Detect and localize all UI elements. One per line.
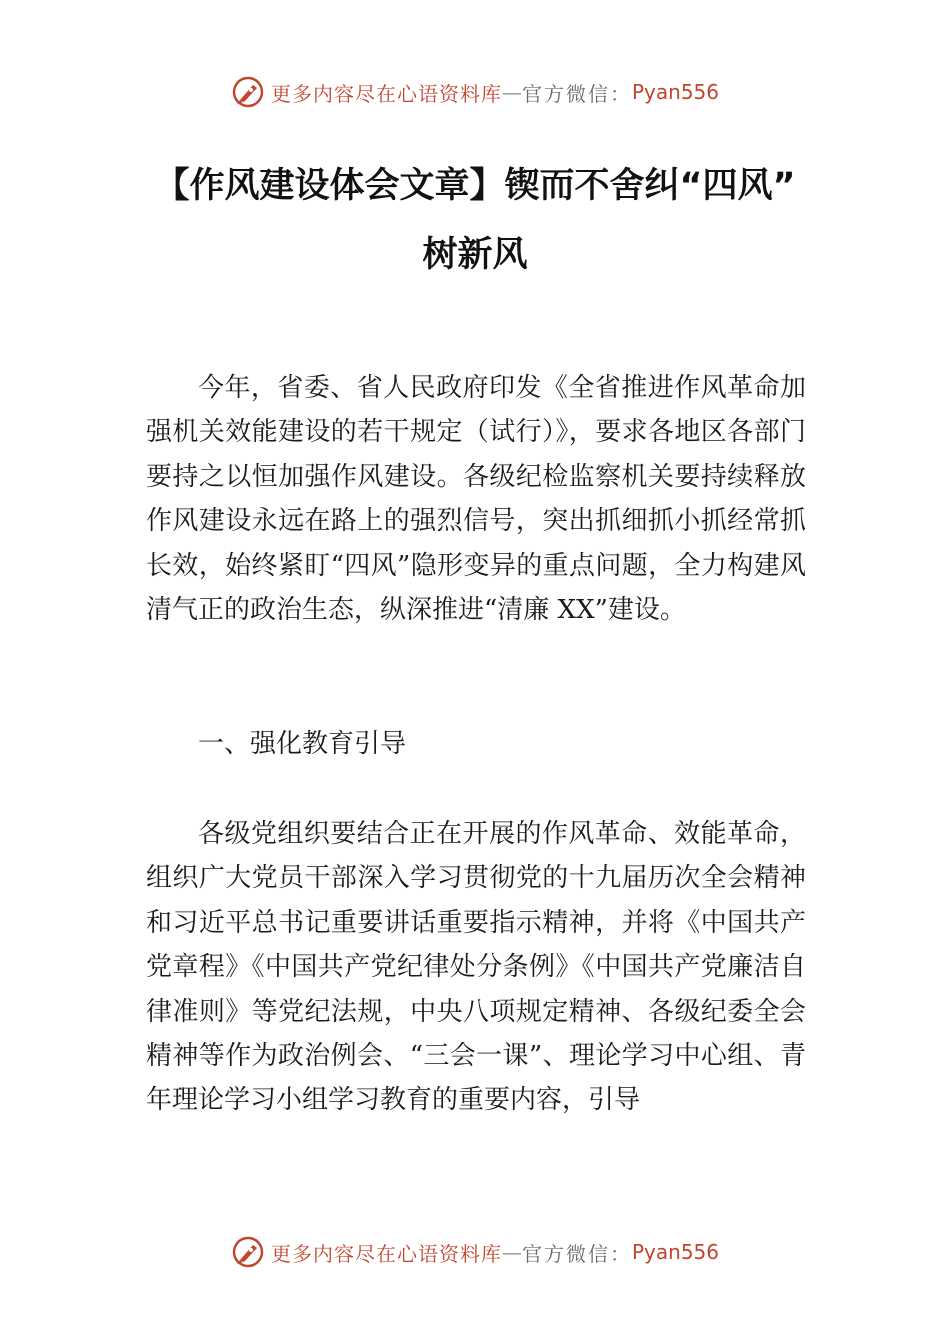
- header-watermark-banner: [0, 72, 950, 112]
- pen-nib-logo-icon: [231, 75, 265, 109]
- body-paragraph-intro: 今年，省委、省人民政府印发《全省推进作风革命加强机关效能建设的若干规定（试行）》，要求各地区各部门要持之以恒加强作风建设。各级纪检监察机关要持续释放作风建设永远在路上的强烈信号，突出抓细抓小抓经常抓长效，始终紧盯“四风”隐形变异的重点问题，全力构建风清气正的政治生态，纵深推进“清廉 XX”建设。: [146, 373, 806, 626]
- banner-separator: —: [501, 1240, 522, 1264]
- section-heading-1: 一、强化教育引导: [198, 729, 407, 759]
- document-title-line-2: 树新风: [422, 235, 528, 275]
- footer-watermark-banner: [0, 1232, 950, 1272]
- body-paragraph-section-1: 各级党组织要结合正在开展的作风革命、效能革命，组织广大党员干部深入学习贯彻党的十九届历次全会精神和习近平总书记重要讲话重要指示精神，并将《中国共产党章程》《中国共产党纪律处分条例》《中国共产党廉洁自律准则》等党纪法规，中央八项规定精神、各级纪委全会精神等作为政治例会、“三会一课”、理论学习中心组、青年理论学习小组学习教育的重要内容，引导: [146, 819, 806, 1116]
- banner-site-text: 更多内容尽在心语资料库: [270, 81, 502, 106]
- banner-separator: —: [501, 80, 522, 104]
- banner-wechat-label: 官方微信：: [521, 1241, 632, 1266]
- banner-site-text: 更多内容尽在心语资料库: [270, 1241, 502, 1266]
- document-title-line-1: 【作风建设体会文章】锲而不舍纠“四风”: [154, 166, 796, 206]
- banner-wechat-id: Pyan556: [631, 1240, 719, 1264]
- banner-wechat-id: Pyan556: [631, 80, 719, 104]
- banner-wechat-label: 官方微信：: [521, 81, 632, 106]
- pen-nib-logo-icon: [231, 1235, 265, 1269]
